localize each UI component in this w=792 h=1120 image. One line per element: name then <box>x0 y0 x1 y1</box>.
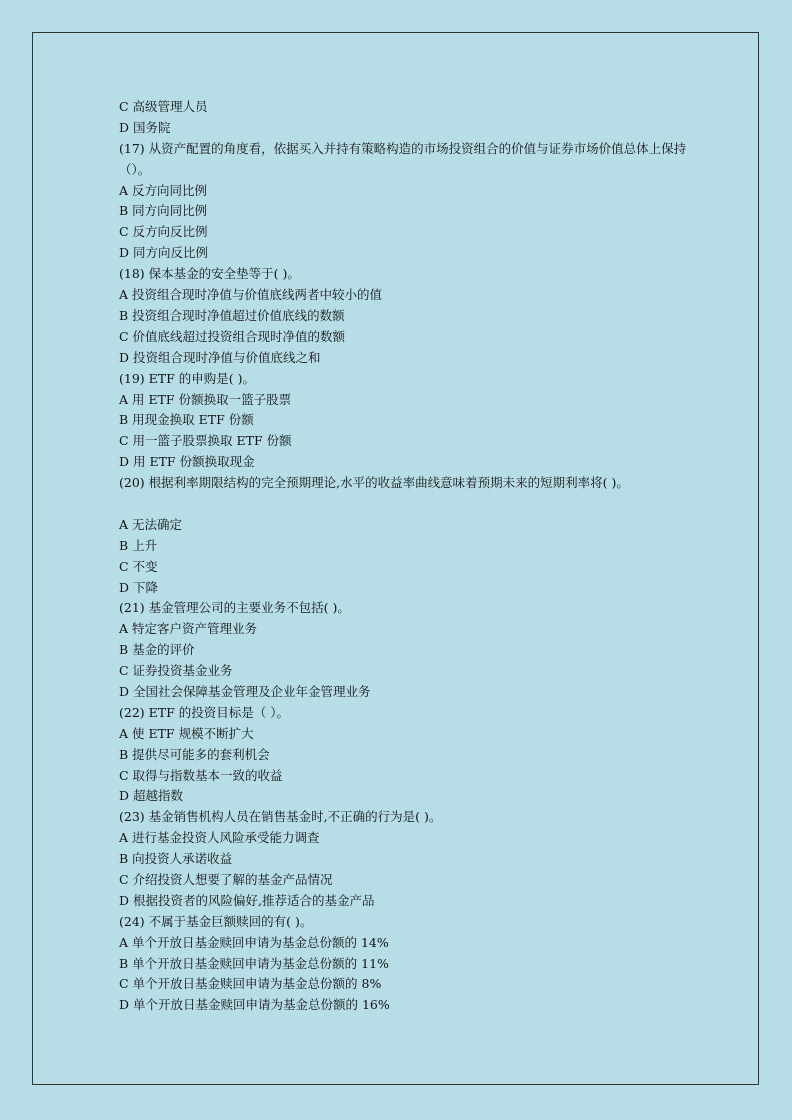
option-b-q19: B 用现金换取 ETF 份额 <box>119 412 254 428</box>
option-d-q22: D 超越指数 <box>119 788 183 804</box>
option-c-q24: C 单个开放日基金赎回申请为基金总份额的 8% <box>119 976 382 992</box>
option-c-q16: C 高级管理人员 <box>119 99 208 114</box>
option-b-q20: B 上升 <box>119 537 158 553</box>
option-d-q17: D 同方向反比例 <box>119 245 208 261</box>
option-c-q18: C 价值底线超过投资组合现时净值的数额 <box>119 328 346 344</box>
option-b-q22: B 提供尽可能多的套利机会 <box>119 746 270 762</box>
option-d-q20: D 下降 <box>119 579 158 595</box>
option-a-q17: A 反方向同比例 <box>119 182 208 198</box>
option-c-q21: C 证券投资基金业务 <box>119 663 233 679</box>
option-d-q21: D 全国社会保障基金管理及企业年金管理业务 <box>119 683 371 699</box>
option-d-q19: D 用 ETF 份额换取现金 <box>119 454 255 470</box>
option-c-q17: C 反方向反比例 <box>119 224 208 240</box>
option-c-q20: C 不变 <box>119 558 158 574</box>
option-b-q17: B 同方向同比例 <box>119 203 208 219</box>
option-d-q18: D 投资组合现时净值与价值底线之和 <box>119 349 321 365</box>
option-c-q22: C 取得与指数基本一致的收益 <box>119 767 283 783</box>
question-24: (24) 不属于基金巨额赎回的有( )。 <box>119 913 313 929</box>
blank-line <box>119 494 689 515</box>
question-20: (20) 根据利率期限结构的完全预期理论,水平的收益率曲线意味着预期未来的短期利率将( )。 <box>119 475 629 491</box>
question-23: (23) 基金销售机构人员在销售基金时,不正确的行为是( )。 <box>119 809 442 825</box>
question-21: (21) 基金管理公司的主要业务不包括( )。 <box>119 600 350 616</box>
option-d-q23: D 根据投资者的风险偏好,推荐适合的基金产品 <box>119 892 375 908</box>
option-b-q24: B 单个开放日基金赎回申请为基金总份额的 11% <box>119 955 389 971</box>
option-d-q24: D 单个开放日基金赎回申请为基金总份额的 16% <box>119 997 390 1013</box>
option-c-q19: C 用一篮子股票换取 ETF 份额 <box>119 433 292 449</box>
document-content <box>119 97 689 1016</box>
option-b-q21: B 基金的评价 <box>119 642 195 658</box>
option-a-q18: A 投资组合现时净值与价值底线两者中较小的值 <box>119 287 383 303</box>
question-19: (19) ETF 的申购是( )。 <box>119 370 255 386</box>
option-c-q23: C 介绍投资人想要了解的基金产品情况 <box>119 871 333 887</box>
option-a-q21: A 特定客户资产管理业务 <box>119 621 258 637</box>
option-a-q19: A 用 ETF 份额换取一篮子股票 <box>119 391 292 407</box>
option-b-q23: B 向投资人承诺收益 <box>119 851 233 867</box>
question-22: (22) ETF 的投资目标是（ ）。 <box>119 704 289 720</box>
question-17: (17) 从资产配置的角度看，依据买入并持有策略构造的市场投资组合的价值与证券市场价值总体上保持（）。 <box>119 140 687 177</box>
option-a-q20: A 无法确定 <box>119 516 183 532</box>
question-18: (18) 保本基金的安全垫等于( )。 <box>119 266 300 282</box>
option-a-q24: A 单个开放日基金赎回申请为基金总份额的 14% <box>119 934 389 950</box>
option-a-q22: A 使 ETF 规模不断扩大 <box>119 725 254 741</box>
option-b-q18: B 投资组合现时净值超过价值底线的数额 <box>119 307 345 323</box>
option-d-q16: D 国务院 <box>119 119 171 135</box>
option-a-q23: A 进行基金投资人风险承受能力调查 <box>119 830 320 846</box>
